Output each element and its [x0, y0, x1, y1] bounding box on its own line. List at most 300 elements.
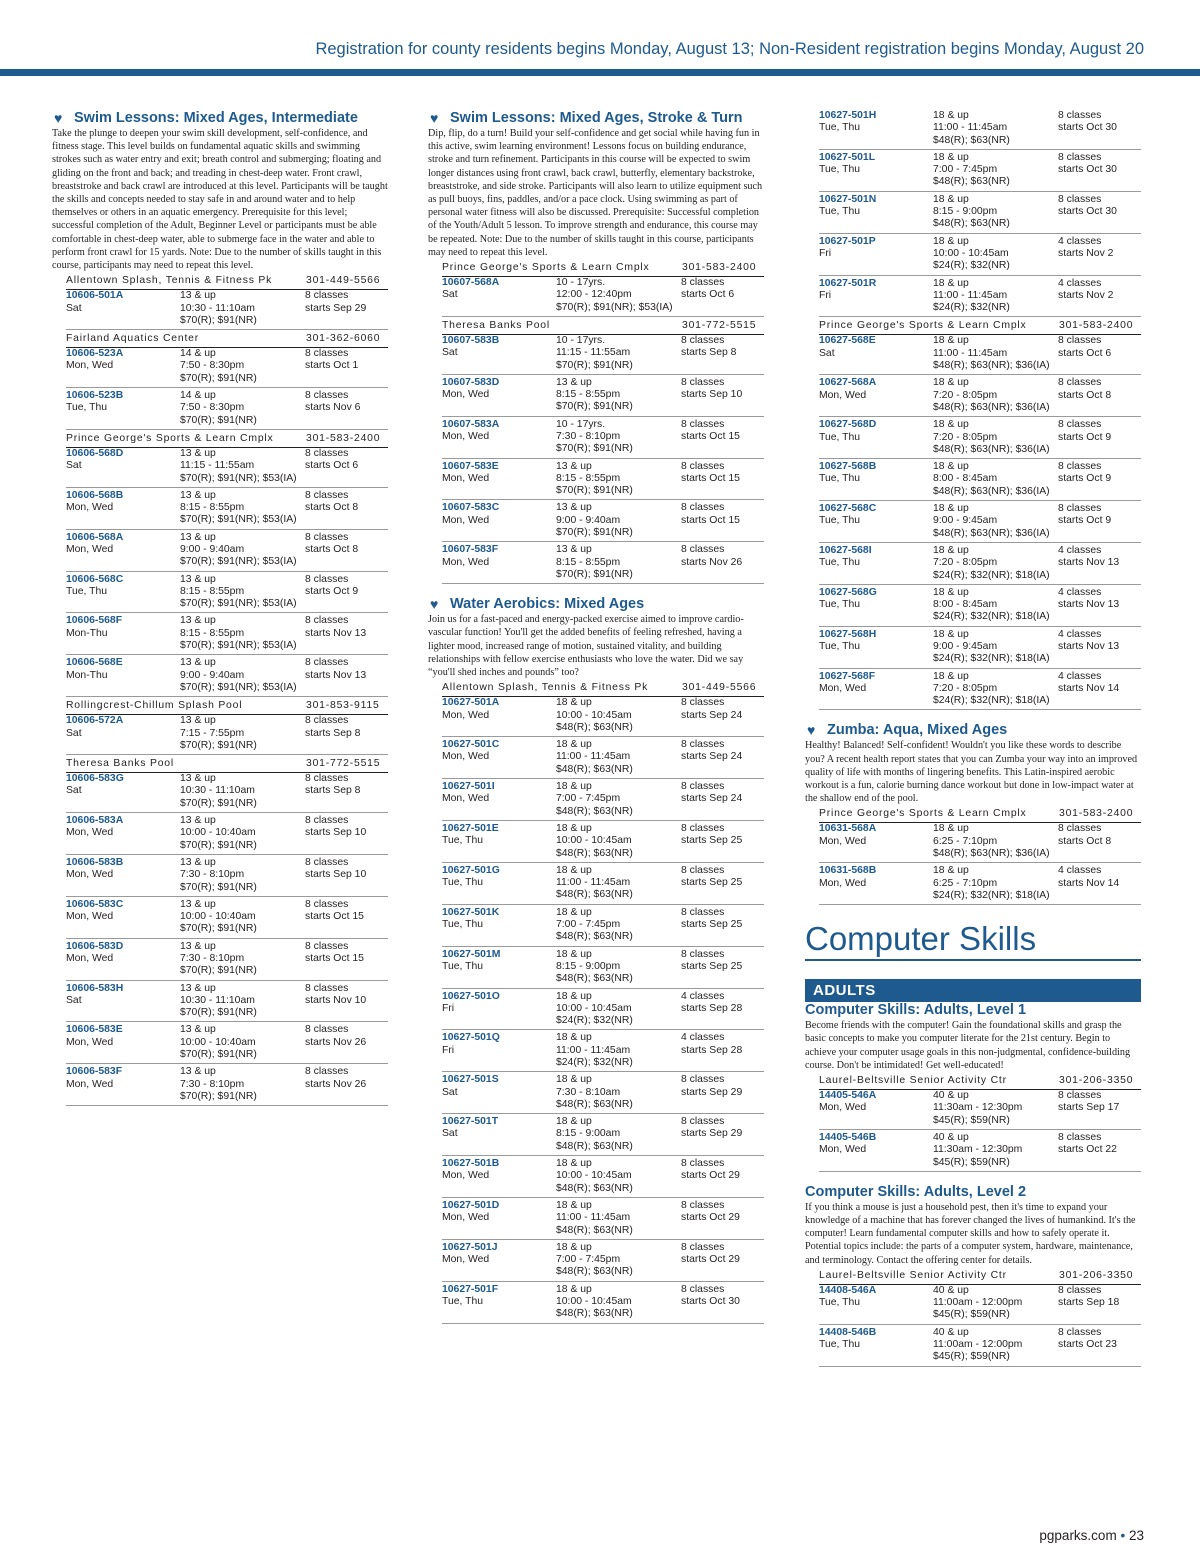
- class-days: Mon, Wed: [66, 869, 114, 881]
- class-days: Sat: [66, 727, 82, 739]
- course-code[interactable]: 10606-583B: [66, 856, 124, 868]
- start-date: starts Sep 8: [681, 347, 737, 359]
- class-days: Sat: [66, 994, 82, 1006]
- class-fee: $48(R); $63(NR): [933, 134, 1010, 146]
- class-time: 7:30 - 8:10pm: [180, 869, 245, 881]
- course-title: [428, 110, 764, 126]
- adults-banner: ADULTS: [805, 979, 1141, 1002]
- age-range: 13 & up: [556, 460, 592, 472]
- course-code[interactable]: 10606-568F: [66, 615, 123, 627]
- start-date: starts Oct 29: [681, 1254, 740, 1266]
- class-fee: $48(R); $63(NR): [556, 1224, 633, 1236]
- class-time: 7:50 - 8:30pm: [180, 360, 245, 372]
- class-fee: $48(R); $63(NR); $36(IA): [933, 360, 1050, 372]
- class-count: 4 classes: [1058, 670, 1102, 682]
- class-days: Sat: [66, 460, 82, 472]
- class-time: 7:30 - 8:10pm: [180, 953, 245, 964]
- class-fee: $70(R); $91(NR): [556, 527, 633, 539]
- class-time: 11:15 - 11:55am: [556, 347, 631, 359]
- class-time: 8:15 - 8:55pm: [180, 585, 245, 597]
- course-code[interactable]: 10627-568B: [819, 461, 877, 473]
- course-code[interactable]: 10606-583C: [66, 898, 124, 910]
- class-time: 10:30 - 11:10am: [180, 994, 255, 1006]
- footer-separator: •: [1120, 1528, 1126, 1543]
- course-title-text: Computer Skills: Adults, Level 1: [805, 1002, 1027, 1019]
- course-code[interactable]: 10627-501C: [442, 739, 500, 751]
- start-date: starts Sep 25: [681, 835, 743, 847]
- age-range: 18 & up: [556, 1074, 592, 1086]
- course-code[interactable]: 10606-583E: [66, 1024, 123, 1036]
- class-listing: [819, 377, 1141, 417]
- class-time: 8:15 - 8:55pm: [556, 389, 621, 401]
- course-code[interactable]: 10627-501P: [819, 235, 876, 247]
- course-code[interactable]: 10627-501R: [819, 277, 877, 289]
- start-date: starts Oct 15: [681, 431, 740, 442]
- start-date: starts Nov 2: [1058, 247, 1114, 259]
- class-count: 8 classes: [681, 1158, 725, 1170]
- class-count: 4 classes: [1058, 628, 1102, 640]
- course-section: [428, 596, 764, 1323]
- course-code[interactable]: 10627-501K: [442, 906, 500, 918]
- course-code[interactable]: 10607-583A: [442, 418, 500, 430]
- class-listing: [442, 335, 764, 375]
- age-range: 18 & up: [933, 586, 969, 598]
- location-name: Rollingcrest-Chillum Splash Pool: [66, 700, 243, 712]
- course-section: [805, 1184, 1141, 1367]
- location-header: [66, 432, 388, 448]
- course-code[interactable]: 10627-568A: [819, 377, 877, 389]
- class-listing: [66, 1024, 388, 1064]
- location-name: Prince George's Sports & Learn Cmplx: [819, 808, 1027, 820]
- class-time: 8:15 - 9:00pm: [556, 960, 621, 972]
- class-count: 8 classes: [305, 815, 349, 827]
- course-code[interactable]: 14405-546A: [819, 1090, 877, 1102]
- start-date: starts Sep 10: [305, 869, 367, 881]
- course-code[interactable]: 10627-501S: [442, 1074, 499, 1086]
- class-time: 10:00 - 10:45am: [556, 1170, 632, 1182]
- class-days: Mon, Wed: [819, 682, 867, 694]
- class-count: 8 classes: [681, 906, 725, 918]
- class-count: 8 classes: [305, 657, 349, 669]
- class-fee: $24(R); $32(NR); $18(IA): [933, 889, 1050, 901]
- class-fee: $48(R); $63(NR); $36(IA): [933, 443, 1050, 455]
- class-fee: $70(R); $91(NR): [556, 485, 633, 497]
- class-listing: [819, 110, 1141, 150]
- class-count: 4 classes: [681, 1032, 725, 1044]
- page-header: [0, 0, 1200, 72]
- course-code[interactable]: 10627-501H: [819, 110, 877, 121]
- class-days: Tue, Thu: [819, 431, 861, 443]
- class-time: 12:00 - 12:40pm: [556, 289, 632, 301]
- footer-site[interactable]: pgparks.com: [1039, 1528, 1117, 1543]
- age-range: 18 & up: [933, 503, 969, 515]
- class-fee: $70(R); $91(NR); $53(IA): [180, 472, 297, 484]
- course-code[interactable]: 10627-568G: [819, 586, 877, 598]
- course-code[interactable]: 10627-501D: [442, 1199, 500, 1211]
- class-time: 8:15 - 8:55pm: [556, 472, 621, 484]
- location-phone: 301-772-5515: [682, 319, 757, 331]
- class-days: Mon, Wed: [442, 431, 490, 442]
- location-name: Prince George's Sports & Learn Cmplx: [66, 432, 274, 444]
- course-code[interactable]: 10606-501A: [66, 290, 124, 302]
- class-fee: $70(R); $91(NR): [180, 923, 257, 935]
- start-date: starts Oct 8: [1058, 389, 1112, 401]
- age-range: 18 & up: [556, 822, 592, 834]
- age-range: 13 & up: [180, 531, 216, 543]
- class-count: 8 classes: [681, 822, 725, 834]
- start-date: starts Oct 29: [681, 1212, 740, 1224]
- start-date: starts Oct 6: [1058, 347, 1112, 359]
- class-count: 8 classes: [681, 697, 725, 709]
- class-time: 7:20 - 8:05pm: [933, 557, 998, 569]
- age-range: 13 & up: [180, 1066, 216, 1078]
- computer-skills-rule: [805, 959, 1141, 961]
- class-days: Mon, Wed: [66, 543, 114, 555]
- location-name: Fairland Aquatics Center: [66, 333, 199, 345]
- course-code[interactable]: 10627-568I: [819, 544, 872, 556]
- class-days: Mon, Wed: [819, 877, 867, 889]
- location-phone: 301-583-2400: [1059, 320, 1134, 332]
- class-time: 8:00 - 8:45am: [933, 473, 998, 485]
- course-code[interactable]: 10631-568B: [819, 865, 877, 877]
- class-listing: [442, 865, 764, 905]
- class-time: 7:00 - 7:45pm: [933, 164, 998, 176]
- age-range: 18 & up: [933, 461, 969, 473]
- heart-icon: ♥: [430, 596, 439, 613]
- course-code[interactable]: 10627-568H: [819, 628, 877, 640]
- course-code[interactable]: 14408-546B: [819, 1326, 877, 1338]
- class-listing: [66, 815, 388, 855]
- class-listing: [819, 152, 1141, 192]
- location-name: Allentown Splash, Tennis & Fitness Pk: [66, 275, 273, 287]
- class-time: 10:00 - 10:45am: [556, 709, 632, 721]
- location-phone: 301-449-5566: [682, 682, 757, 694]
- age-range: 18 & up: [556, 948, 592, 960]
- course-code[interactable]: 10606-583D: [66, 940, 124, 952]
- class-listing: [819, 503, 1141, 543]
- start-date: starts Oct 30: [1058, 122, 1117, 134]
- age-range: 18 & up: [556, 781, 592, 793]
- class-fee: $70(R); $91(NR): [556, 443, 633, 455]
- class-count: 4 classes: [1058, 277, 1102, 289]
- class-listing: [66, 1066, 388, 1106]
- class-time: 9:00 - 9:40am: [556, 514, 621, 526]
- location-phone: 301-772-5515: [306, 758, 381, 770]
- age-range: 18 & up: [933, 670, 969, 682]
- class-days: Sat: [442, 1128, 458, 1140]
- class-listing: [819, 278, 1141, 318]
- class-count: 8 classes: [305, 615, 349, 627]
- age-range: 18 & up: [933, 110, 969, 121]
- course-section: [805, 1002, 1141, 1172]
- class-count: 8 classes: [305, 1024, 349, 1036]
- course-code[interactable]: 14408-546A: [819, 1284, 877, 1296]
- age-range: 13 & up: [180, 615, 216, 627]
- class-fee: $48(R); $63(NR): [556, 1308, 633, 1320]
- class-time: 7:30 - 8:10pm: [180, 1078, 245, 1090]
- class-time: 10:30 - 11:10am: [180, 302, 255, 314]
- class-count: 8 classes: [1058, 151, 1102, 163]
- course-code[interactable]: 10606-572A: [66, 715, 124, 727]
- class-days: Tue, Thu: [442, 919, 484, 931]
- class-listing: [442, 907, 764, 947]
- class-listing: [66, 983, 388, 1023]
- class-time: 11:30am - 12:30pm: [933, 1144, 1023, 1156]
- start-date: starts Oct 8: [305, 502, 359, 514]
- class-count: 8 classes: [681, 1116, 725, 1128]
- course-code[interactable]: 10606-568D: [66, 447, 124, 459]
- age-range: 10 - 17yrs.: [556, 277, 606, 289]
- class-fee: $48(R); $63(NR); $36(IA): [933, 848, 1050, 860]
- course-code[interactable]: 10627-501O: [442, 990, 500, 1002]
- class-days: Mon, Wed: [442, 793, 490, 805]
- class-days: Mon, Wed: [442, 1212, 490, 1224]
- location-header: [442, 319, 764, 335]
- course-code[interactable]: 10627-501L: [819, 151, 876, 163]
- course-title-text: Water Aerobics: Mixed Ages: [450, 596, 645, 613]
- start-date: starts Nov 26: [681, 556, 743, 568]
- location-header: [819, 1269, 1141, 1285]
- class-time: 9:00 - 9:40am: [180, 669, 245, 681]
- class-listing: [819, 1090, 1141, 1130]
- class-count: 8 classes: [681, 781, 725, 793]
- start-date: starts Oct 9: [305, 585, 359, 597]
- course-code[interactable]: 10606-523A: [66, 348, 124, 360]
- class-fee: $70(R); $91(NR): [556, 359, 633, 371]
- age-range: 18 & up: [933, 823, 969, 835]
- start-date: starts Oct 22: [1058, 1144, 1117, 1156]
- course-code[interactable]: 10627-501M: [442, 948, 501, 960]
- class-listing: [819, 335, 1141, 375]
- course-section: [805, 110, 1141, 710]
- course-code[interactable]: 10627-568F: [819, 670, 876, 682]
- course-code[interactable]: 10606-568C: [66, 573, 124, 585]
- course-code[interactable]: 10627-501A: [442, 697, 500, 709]
- course-code[interactable]: 10607-583F: [442, 544, 499, 556]
- class-listing: [819, 461, 1141, 501]
- class-count: 8 classes: [305, 1066, 349, 1078]
- class-count: 8 classes: [1058, 419, 1102, 431]
- age-range: 18 & up: [556, 697, 592, 709]
- class-time: 7:20 - 8:05pm: [933, 389, 998, 401]
- course-code[interactable]: 10607-583C: [442, 502, 500, 514]
- course-description: If you think a mouse is just a household pest, then it's time to expand your knowledge of a machine that has forever changed the lives of humankind. It's the computer! Learn fundamental computer skills and how to safely operate it. Potential topics include: the parts of a computer system, hardware, maintenance, and terminology. Contact the offering center for details.: [805, 1201, 1136, 1266]
- class-days: Mon, Wed: [442, 556, 490, 568]
- course-code[interactable]: 10627-501N: [819, 193, 877, 205]
- course-code[interactable]: 10606-568B: [66, 489, 124, 501]
- age-range: 13 & up: [180, 773, 216, 785]
- start-date: starts Oct 6: [305, 460, 359, 472]
- class-fee: $24(R); $32(NR): [933, 260, 1010, 272]
- course-code[interactable]: 10606-583G: [66, 773, 124, 785]
- course-code[interactable]: 10627-501T: [442, 1116, 499, 1128]
- class-days: Tue, Thu: [442, 877, 484, 889]
- column-1: [52, 110, 388, 1118]
- class-fee: $70(R); $91(NR); $53(IA): [180, 514, 297, 526]
- start-date: starts Oct 9: [1058, 431, 1112, 443]
- class-days: Tue, Thu: [819, 206, 861, 218]
- course-code[interactable]: 10606-568E: [66, 657, 123, 669]
- class-count: 8 classes: [1058, 110, 1102, 121]
- class-time: 11:00 - 11:45am: [556, 1212, 631, 1224]
- page-number: 23: [1128, 1528, 1144, 1543]
- class-count: 8 classes: [305, 489, 349, 501]
- age-range: 10 - 17yrs.: [556, 418, 606, 430]
- age-range: 18 & up: [933, 193, 969, 205]
- class-days: Tue, Thu: [66, 402, 108, 414]
- class-count: 8 classes: [305, 773, 349, 785]
- class-time: 11:00 - 11:45am: [556, 877, 631, 889]
- heart-icon: ♥: [430, 110, 439, 126]
- class-listing: [819, 236, 1141, 276]
- course-code[interactable]: 10607-583E: [442, 460, 499, 472]
- class-time: 10:00 - 10:45am: [933, 247, 1009, 259]
- start-date: starts Oct 9: [1058, 473, 1112, 485]
- course-title-text: Zumba: Aqua, Mixed Ages: [827, 722, 1008, 739]
- heart-icon: ♥: [54, 110, 63, 126]
- class-count: 8 classes: [1058, 503, 1102, 515]
- start-date: starts Nov 2: [1058, 289, 1114, 301]
- class-fee: $70(R); $91(NR): [556, 401, 633, 413]
- course-code[interactable]: 10627-501I: [442, 781, 495, 793]
- heart-icon: ♥: [807, 722, 816, 739]
- course-code[interactable]: 10606-583H: [66, 982, 124, 994]
- start-date: starts Nov 14: [1058, 682, 1120, 694]
- class-count: 8 classes: [305, 290, 349, 302]
- class-listing: [819, 1327, 1141, 1367]
- course-code[interactable]: 10606-568A: [66, 531, 124, 543]
- start-date: starts Sep 24: [681, 793, 743, 805]
- class-days: Mon, Wed: [66, 911, 114, 923]
- class-days: Mon, Wed: [442, 389, 490, 401]
- start-date: starts Nov 14: [1058, 877, 1120, 889]
- age-range: 18 & up: [556, 1116, 592, 1128]
- class-days: Mon, Wed: [66, 360, 114, 372]
- course-code[interactable]: 10631-568A: [819, 823, 877, 835]
- class-listing: [442, 377, 764, 417]
- start-date: starts Sep 28: [681, 1044, 743, 1056]
- class-count: 8 classes: [305, 715, 349, 727]
- class-days: Fri: [819, 247, 832, 259]
- class-count: 8 classes: [305, 348, 349, 360]
- class-listing: [442, 991, 764, 1031]
- location-header: [819, 319, 1141, 335]
- class-time: 8:15 - 8:55pm: [180, 502, 245, 514]
- age-range: 40 & up: [933, 1284, 969, 1296]
- course-title: [805, 1002, 1141, 1018]
- class-fee: $48(R); $63(NR): [933, 218, 1010, 230]
- course-code[interactable]: 10627-501B: [442, 1158, 500, 1170]
- age-range: 18 & up: [933, 235, 969, 247]
- course-code[interactable]: 14405-546B: [819, 1131, 877, 1143]
- course-code[interactable]: 10627-501G: [442, 864, 500, 876]
- class-count: 8 classes: [305, 856, 349, 868]
- class-time: 11:00am - 12:00pm: [933, 1339, 1023, 1351]
- age-range: 18 & up: [933, 151, 969, 163]
- class-listing: [66, 773, 388, 813]
- age-range: 13 & up: [180, 1024, 216, 1036]
- class-days: Mon, Wed: [66, 827, 114, 839]
- class-time: 10:00 - 10:45am: [556, 1296, 632, 1308]
- class-fee: $48(R); $63(NR): [556, 763, 633, 775]
- start-date: starts Nov 13: [305, 627, 367, 639]
- course-code[interactable]: 10607-583B: [442, 334, 500, 346]
- class-fee: $48(R); $63(NR); $36(IA): [933, 401, 1050, 413]
- course-code[interactable]: 10607-583D: [442, 376, 500, 388]
- age-range: 18 & up: [556, 1199, 592, 1211]
- course-title-text: Swim Lessons: Mixed Ages, Stroke & Turn: [450, 110, 743, 126]
- start-date: starts Nov 13: [305, 669, 367, 681]
- class-count: 8 classes: [305, 982, 349, 994]
- age-range: 14 & up: [180, 348, 216, 360]
- class-days: Sat: [66, 302, 82, 314]
- class-days: Mon, Wed: [442, 1170, 490, 1182]
- class-time: 10:30 - 11:10am: [180, 785, 255, 797]
- age-range: 18 & up: [933, 419, 969, 431]
- class-days: Tue, Thu: [819, 599, 861, 611]
- class-count: 8 classes: [305, 898, 349, 910]
- age-range: 18 & up: [556, 864, 592, 876]
- course-title: [428, 596, 764, 612]
- course-title: [805, 1184, 1141, 1200]
- age-range: 13 & up: [556, 376, 592, 388]
- course-code[interactable]: 10627-568E: [819, 335, 876, 347]
- class-listing: [66, 574, 388, 614]
- class-count: 8 classes: [305, 531, 349, 543]
- class-time: 9:00 - 9:45am: [933, 515, 998, 527]
- age-range: 18 & up: [556, 1158, 592, 1170]
- course-code[interactable]: 10627-568C: [819, 503, 877, 515]
- class-listing: [819, 587, 1141, 627]
- course-code[interactable]: 10627-501E: [442, 822, 499, 834]
- course-code[interactable]: 10627-501F: [442, 1283, 499, 1295]
- class-fee: $45(R); $59(NR): [933, 1309, 1010, 1321]
- start-date: starts Sep 10: [681, 389, 743, 401]
- course-code[interactable]: 10627-568D: [819, 419, 877, 431]
- course-code[interactable]: 10606-523B: [66, 390, 124, 402]
- course-code[interactable]: 10606-583A: [66, 815, 124, 827]
- start-date: starts Sep 10: [305, 827, 367, 839]
- class-days: Mon, Wed: [442, 751, 490, 763]
- start-date: starts Nov 13: [1058, 640, 1120, 652]
- class-time: 7:50 - 8:30pm: [180, 402, 245, 414]
- course-code[interactable]: 10607-568A: [442, 277, 500, 289]
- class-days: Tue, Thu: [442, 1296, 484, 1308]
- class-days: Tue, Thu: [819, 1339, 861, 1351]
- course-code[interactable]: 10627-501J: [442, 1241, 498, 1253]
- class-days: Fri: [819, 289, 832, 301]
- class-days: Tue, Thu: [442, 960, 484, 972]
- class-listing: [442, 697, 764, 737]
- class-fee: $24(R); $32(NR): [933, 302, 1010, 314]
- class-fee: $70(R); $91(NR): [180, 1090, 257, 1102]
- class-fee: $48(R); $63(NR); $36(IA): [933, 527, 1050, 539]
- class-listing: [66, 348, 388, 388]
- class-count: 8 classes: [681, 418, 725, 430]
- class-fee: $48(R); $63(NR): [556, 1182, 633, 1194]
- start-date: starts Sep 8: [305, 785, 361, 797]
- class-fee: $48(R); $63(NR); $36(IA): [933, 485, 1050, 497]
- class-days: Fri: [442, 1002, 455, 1014]
- class-count: 8 classes: [681, 544, 725, 556]
- course-code[interactable]: 10606-583F: [66, 1066, 123, 1078]
- class-fee: $70(R); $91(NR): [180, 314, 257, 326]
- course-code[interactable]: 10627-501Q: [442, 1032, 500, 1044]
- class-listing: [66, 390, 388, 430]
- start-date: starts Nov 13: [1058, 557, 1120, 569]
- class-days: Mon, Wed: [442, 1254, 490, 1266]
- class-count: 8 classes: [1058, 1284, 1102, 1296]
